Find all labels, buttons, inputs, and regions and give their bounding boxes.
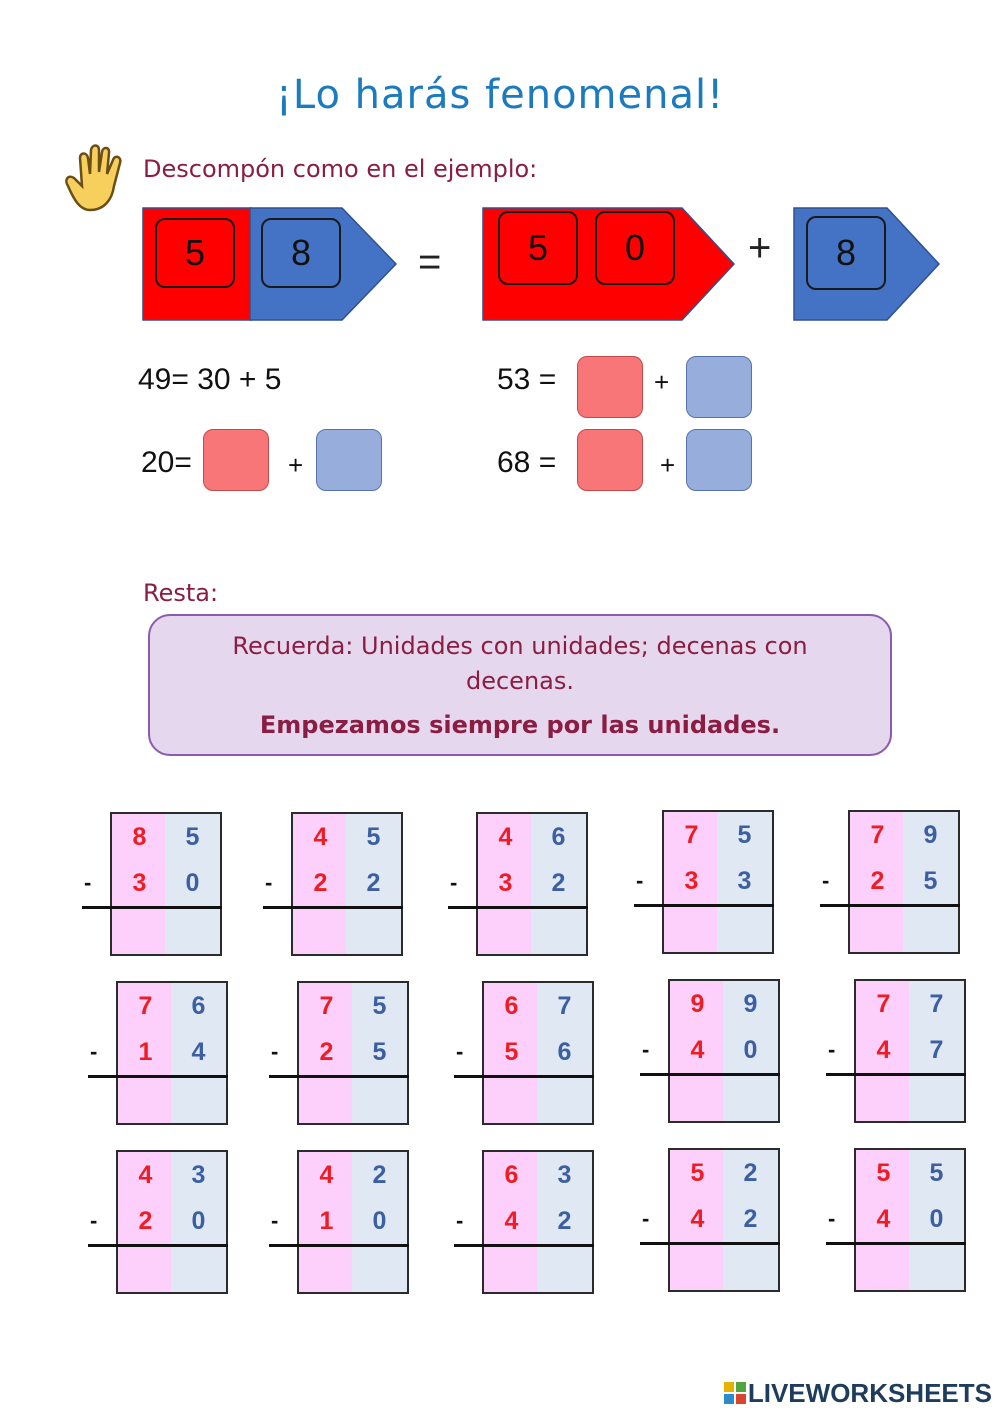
exercise-2-units-input[interactable]	[686, 356, 752, 418]
example-tens-part-digit1: 5	[498, 211, 578, 285]
answer-units-input[interactable]	[171, 1077, 228, 1125]
minus-sign: -	[642, 1206, 650, 1231]
answer-tens-input[interactable]	[668, 1075, 726, 1123]
subtraction-problem-2	[263, 812, 403, 954]
minuend-tens: 7	[116, 981, 174, 1031]
minuend-units: 2	[352, 1150, 409, 1200]
answer-tens-input[interactable]	[662, 906, 720, 954]
subtraction-problem-6	[88, 981, 228, 1123]
liveworksheets-icon	[724, 1382, 746, 1404]
minuend-units: 7	[537, 981, 594, 1031]
subtrahend-tens: 3	[662, 858, 720, 904]
example-units-part-digit: 8	[806, 216, 886, 290]
subtrahend-tens: 4	[854, 1196, 912, 1242]
subtrahend-units: 7	[909, 1027, 966, 1073]
answer-tens-input[interactable]	[116, 1246, 174, 1294]
minuend-tens: 7	[854, 979, 912, 1029]
result-line	[640, 1242, 780, 1245]
minuend-tens: 6	[482, 981, 540, 1031]
page-title: ¡Lo harás fenomenal!	[275, 72, 725, 118]
subtraction-problem-9	[640, 979, 780, 1121]
minuend-tens: 4	[297, 1150, 355, 1200]
answer-tens-input[interactable]	[291, 908, 349, 956]
subtrahend-tens: 2	[116, 1198, 174, 1244]
minuend-tens: 4	[291, 812, 349, 862]
subtraction-problem-4	[634, 810, 774, 952]
result-line	[88, 1075, 228, 1078]
subtrahend-tens: 4	[668, 1196, 726, 1242]
minuend-units: 2	[723, 1148, 780, 1198]
minus-sign: -	[271, 1208, 279, 1233]
answer-tens-input[interactable]	[482, 1246, 540, 1294]
answer-units-input[interactable]	[352, 1246, 409, 1294]
answer-tens-input[interactable]	[482, 1077, 540, 1125]
minuend-units: 9	[723, 979, 780, 1029]
subtraction-problem-11	[88, 1150, 228, 1292]
subtrahend-units: 2	[531, 860, 588, 906]
subtraction-problem-3	[448, 812, 588, 954]
subtraction-problem-8	[454, 981, 594, 1123]
subtrahend-units: 2	[346, 860, 403, 906]
answer-units-input[interactable]	[723, 1075, 780, 1123]
answer-tens-input[interactable]	[668, 1244, 726, 1292]
exercise-2-tens-input[interactable]	[577, 356, 643, 418]
exercise-2-text: 53 =	[497, 363, 557, 396]
result-line	[82, 906, 222, 909]
result-line	[448, 906, 588, 909]
answer-tens-input[interactable]	[116, 1077, 174, 1125]
minuend-tens: 5	[854, 1148, 912, 1198]
minuend-tens: 4	[476, 812, 534, 862]
minuend-units: 6	[171, 981, 228, 1031]
minuend-units: 7	[909, 979, 966, 1029]
minuend-units: 6	[531, 812, 588, 862]
subtraction-problem-1	[82, 812, 222, 954]
subtrahend-tens: 2	[848, 858, 906, 904]
answer-tens-input[interactable]	[110, 908, 168, 956]
subtrahend-units: 2	[537, 1198, 594, 1244]
example-equals: =	[418, 240, 442, 284]
answer-units-input[interactable]	[909, 1075, 966, 1123]
minuend-tens: 8	[110, 812, 168, 862]
subtrahend-units: 0	[352, 1198, 409, 1244]
answer-units-input[interactable]	[352, 1077, 409, 1125]
answer-units-input[interactable]	[537, 1077, 594, 1125]
subtrahend-units: 0	[165, 860, 222, 906]
minus-sign: -	[642, 1037, 650, 1062]
minuend-units: 5	[352, 981, 409, 1031]
subtract-label: Resta:	[143, 579, 219, 607]
subtrahend-tens: 4	[854, 1027, 912, 1073]
answer-units-input[interactable]	[717, 906, 774, 954]
result-line	[263, 906, 403, 909]
minuend-units: 5	[909, 1148, 966, 1198]
answer-tens-input[interactable]	[297, 1077, 355, 1125]
subtrahend-units: 2	[723, 1196, 780, 1242]
subtrahend-tens: 5	[482, 1029, 540, 1075]
minuend-units: 9	[903, 810, 960, 860]
hand-icon	[58, 140, 130, 214]
subtrahend-tens: 1	[116, 1029, 174, 1075]
minus-sign: -	[456, 1039, 464, 1064]
answer-tens-input[interactable]	[848, 906, 906, 954]
exercise-4-text: 68 =	[497, 446, 557, 479]
result-line	[269, 1075, 409, 1078]
answer-units-input[interactable]	[537, 1246, 594, 1294]
minus-sign: -	[265, 870, 273, 895]
subtrahend-units: 6	[537, 1029, 594, 1075]
minuend-tens: 5	[668, 1148, 726, 1198]
result-line	[269, 1244, 409, 1247]
subtrahend-units: 0	[909, 1196, 966, 1242]
exercise-4-tens-input[interactable]	[577, 429, 643, 491]
minus-sign: -	[636, 868, 644, 893]
subtraction-problem-14	[640, 1148, 780, 1290]
reminder-emphasis: Empezamos siempre por las unidades.	[259, 711, 781, 739]
subtrahend-tens: 3	[476, 860, 534, 906]
example-plus: +	[748, 226, 772, 270]
subtrahend-tens: 4	[482, 1198, 540, 1244]
result-line	[634, 904, 774, 907]
reminder-box	[148, 614, 892, 756]
minus-sign: -	[828, 1037, 836, 1062]
subtrahend-tens: 1	[297, 1198, 355, 1244]
example-tens-part-digit2: 0	[595, 211, 675, 285]
example-units-digit: 8	[261, 218, 341, 288]
result-line	[826, 1242, 966, 1245]
minuend-tens: 9	[668, 979, 726, 1029]
result-line	[640, 1073, 780, 1076]
minuend-tens: 7	[662, 810, 720, 860]
minus-sign: -	[84, 870, 92, 895]
subtrahend-units: 3	[717, 858, 774, 904]
minuend-tens: 4	[116, 1150, 174, 1200]
exercise-4-units-input[interactable]	[686, 429, 752, 491]
result-line	[820, 904, 960, 907]
answer-units-input[interactable]	[531, 908, 588, 956]
answer-units-input[interactable]	[346, 908, 403, 956]
minuend-tens: 6	[482, 1150, 540, 1200]
instruction-decompose: Descompón como en el ejemplo:	[143, 155, 538, 183]
exercise-2-plus: +	[654, 367, 670, 397]
result-line	[826, 1073, 966, 1076]
minus-sign: -	[822, 868, 830, 893]
minus-sign: -	[90, 1208, 98, 1233]
exercise-3-units-input[interactable]	[316, 429, 382, 491]
subtraction-problem-13	[454, 1150, 594, 1292]
minus-sign: -	[90, 1039, 98, 1064]
subtrahend-units: 5	[903, 858, 960, 904]
minuend-units: 5	[717, 810, 774, 860]
exercise-4-plus: +	[660, 450, 676, 480]
answer-units-input[interactable]	[723, 1244, 780, 1292]
subtraction-problem-10	[826, 979, 966, 1121]
example-tens-digit: 5	[155, 218, 235, 288]
exercise-3-tens-input[interactable]	[203, 429, 269, 491]
answer-units-input[interactable]	[909, 1244, 966, 1292]
exercise-1-text: 49= 30 + 5	[138, 363, 282, 396]
minus-sign: -	[450, 870, 458, 895]
subtrahend-tens: 2	[291, 860, 349, 906]
subtraction-problem-15	[826, 1148, 966, 1290]
answer-tens-input[interactable]	[297, 1246, 355, 1294]
result-line	[88, 1244, 228, 1247]
minus-sign: -	[828, 1206, 836, 1231]
exercise-3-plus: +	[288, 450, 304, 480]
exercise-3-text: 20=	[141, 446, 192, 479]
minuend-units: 3	[537, 1150, 594, 1200]
subtrahend-units: 5	[352, 1029, 409, 1075]
brand-text: LIVEWORKSHEETS	[747, 1378, 992, 1408]
minus-sign: -	[456, 1208, 464, 1233]
subtrahend-tens: 3	[110, 860, 168, 906]
subtraction-problem-7	[269, 981, 409, 1123]
answer-tens-input[interactable]	[854, 1075, 912, 1123]
subtrahend-units: 0	[723, 1027, 780, 1073]
subtraction-problem-12	[269, 1150, 409, 1292]
minuend-tens: 7	[297, 981, 355, 1031]
answer-units-input[interactable]	[171, 1246, 228, 1294]
liveworksheets-logo	[724, 1378, 992, 1409]
reminder-text: Recuerda: Unidades con unidades; decenas con decenas.	[232, 632, 808, 695]
answer-units-input[interactable]	[903, 906, 960, 954]
result-line	[454, 1075, 594, 1078]
result-line	[454, 1244, 594, 1247]
minus-sign: -	[271, 1039, 279, 1064]
answer-units-input[interactable]	[165, 908, 222, 956]
subtrahend-units: 0	[171, 1198, 228, 1244]
subtrahend-tens: 2	[297, 1029, 355, 1075]
minuend-tens: 7	[848, 810, 906, 860]
answer-tens-input[interactable]	[476, 908, 534, 956]
minuend-units: 3	[171, 1150, 228, 1200]
minuend-units: 5	[165, 812, 222, 862]
answer-tens-input[interactable]	[854, 1244, 912, 1292]
minuend-units: 5	[346, 812, 403, 862]
subtrahend-tens: 4	[668, 1027, 726, 1073]
subtrahend-units: 4	[171, 1029, 228, 1075]
subtraction-problem-5	[820, 810, 960, 952]
